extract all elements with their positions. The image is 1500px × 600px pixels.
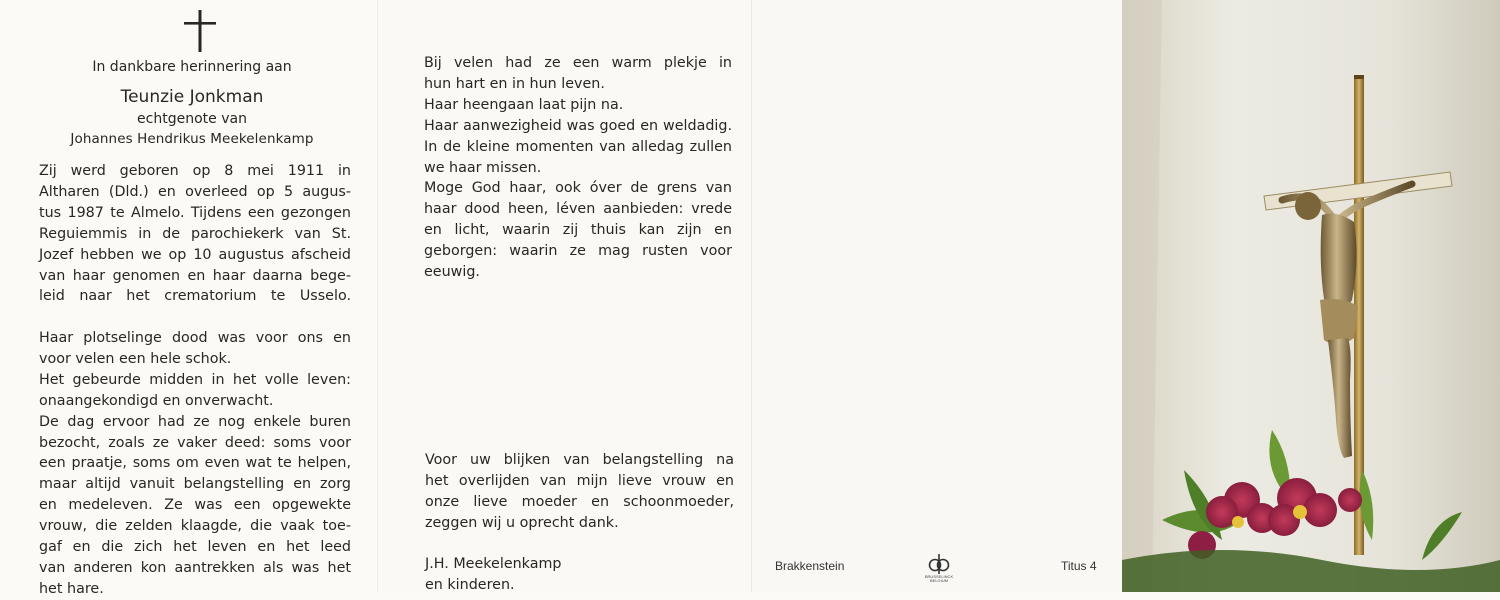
- text-line: van anderen kon aantrekken als was het: [39, 559, 351, 576]
- poem-text: [424, 53, 732, 283]
- biography-text: [39, 161, 351, 307]
- text-line: Moge God haar, ook óver de grens van: [424, 180, 732, 197]
- text-line: maar altijd vanuit belangstelling en zorg: [39, 476, 351, 493]
- text-line: zeggen wij u oprecht dank.: [425, 514, 619, 531]
- text-line: onaangekondigd en onverwacht.: [39, 392, 274, 409]
- text-line: voor velen een hele schok.: [39, 350, 232, 367]
- thanks-text: [425, 450, 734, 534]
- crucifix-with-primroses-photo: [1122, 0, 1500, 592]
- text-line: Haar aanwezigheid was goed en weldadig.: [424, 117, 732, 134]
- text-line: onze lieve moeder en schoonmoeder,: [425, 493, 734, 510]
- text-line: leid naar het crematorium te Usselo.: [39, 288, 351, 305]
- text-line: Reguiemmis in de parochiekerk van St.: [39, 225, 351, 242]
- text-line: van haar genomen en haar daarna bege-: [39, 267, 351, 284]
- text-line: geborgen: waarin ze mag rusten voor: [424, 243, 732, 260]
- latin-cross-icon: [182, 8, 218, 54]
- memory-line: In dankbare herinnering aan: [92, 59, 292, 75]
- text-line: Het gebeurde midden in het volle leven:: [39, 371, 351, 388]
- text-line: en licht, waarin zij thuis kan zijn en: [424, 222, 732, 239]
- text-line: Zij werd geboren op 8 mei 1911 in: [39, 163, 351, 179]
- text-line: bezocht, zoals ze vaker deed: soms voor: [39, 434, 351, 451]
- text-line: De dag ervoor had ze nog enkele buren: [39, 413, 351, 430]
- text-line: Haar heengaan laat pijn na.: [424, 96, 624, 113]
- text-line: Voor uw blijken van belangstelling na: [425, 452, 734, 468]
- text-line: In de kleine momenten van alledag zullen: [424, 138, 732, 155]
- deceased-name: Teunzie Jonkman: [120, 87, 264, 107]
- card-back-panel: [751, 0, 1123, 592]
- text-line: Altharen (Dld.) en overleed op 5 augus-: [39, 183, 351, 200]
- tribute-text: [39, 328, 351, 600]
- signature-line: J.H. Meekelenkamp: [425, 556, 562, 572]
- publisher-label: Brakkenstein: [775, 559, 845, 573]
- text-line: Jozef hebben we op 10 augustus afscheid: [39, 246, 351, 263]
- text-line: gaf en die zich het leven en het leed: [39, 539, 351, 556]
- text-line: het overlijden van mijn lieve vrouw en: [425, 472, 734, 489]
- signature-line: en kinderen.: [425, 576, 515, 593]
- signature-block: [425, 554, 734, 596]
- text-line: het hare.: [39, 580, 104, 597]
- series-label: Titus 4: [1061, 559, 1097, 573]
- text-line: Haar plotselinge dood was voor ons en: [39, 330, 351, 346]
- text-line: een praatje, soms om even wat te helpen,: [39, 455, 351, 472]
- text-line: tus 1987 te Almelo. Tijdens een gezongen: [39, 204, 351, 221]
- text-line: eeuwig.: [424, 264, 480, 281]
- text-line: haar dood heen, léven aanbieden: vrede: [424, 201, 732, 218]
- logo-caption: BRUSSELINCK BELGIUM: [924, 574, 954, 583]
- text-line: hun hart en in hun leven.: [424, 75, 605, 92]
- text-line: we haar missen.: [424, 159, 542, 176]
- spouse-label: echtgenote van: [137, 111, 247, 127]
- spouse-name: Johannes Hendrikus Meekelenkamp: [70, 131, 314, 147]
- text-line: Bij velen had ze een warm plekje in: [424, 55, 732, 71]
- text-line: en medeleven. Ze was een opgewekte: [39, 497, 351, 514]
- text-line: vrouw, die zelden klaagde, die vaak toe-: [39, 518, 351, 535]
